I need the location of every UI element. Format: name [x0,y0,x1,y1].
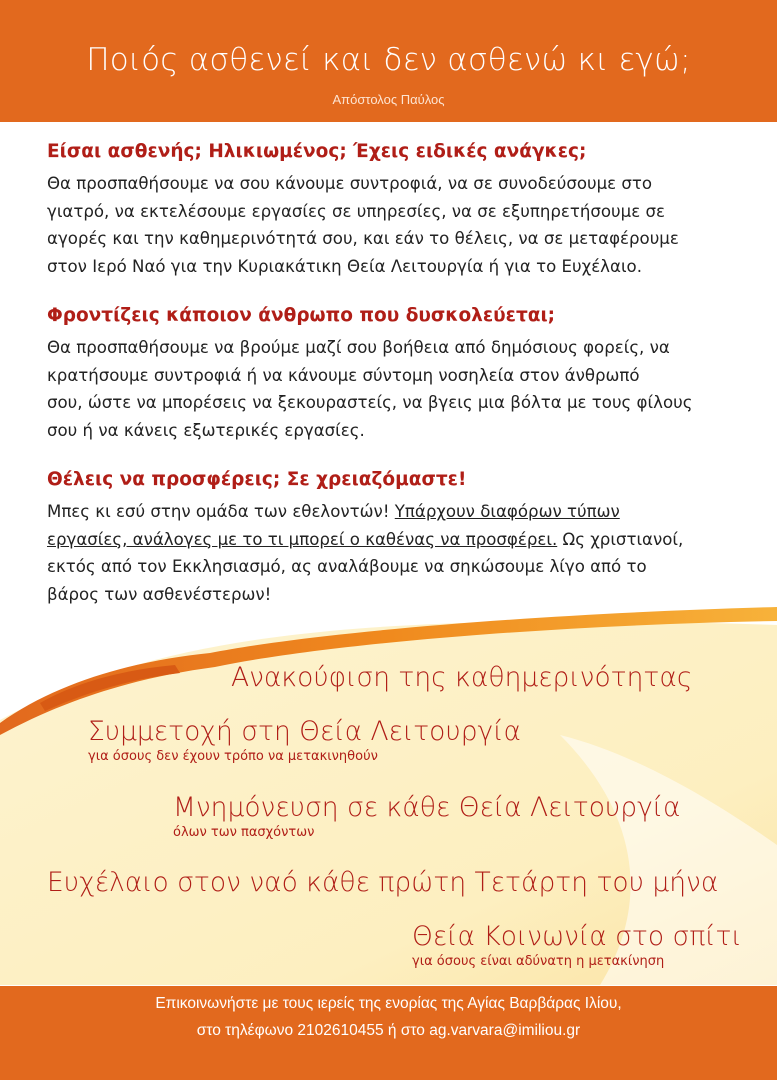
section-caregiver [47,302,737,444]
section-text: Θα προσπαθήσουμε να σου κάνουμε συντροφιά, να σε συνοδεύσουμε στο γιατρό, να εκτελέσουμε εργασίες σε υπηρεσίες, να σε εξυπηρετήσουμε σε αγορές και την καθημερινότητά σου, και εάν το θέλεις, να σε μεταφέρουμε στον Ιερό Ναό για την Κυριακάτικη Θεία Λειτουργία ή για το Ευχέλαιο. [47,174,679,276]
decorative-swoosh [0,585,777,985]
contact-line-1: Επικοινωνήστε με τους ιερείς της ενορίας της Αγίας Βαρβάρας Ιλίου, [155,995,622,1012]
section-text: Θα προσπαθήσουμε να βρούμε μαζί σου βοήθεια από δημόσιους φορείς, να κρατήσουμε συντροφιά ή να κάνουμε σύντομη νοσηλεία στον άνθρωπό σου, ώστε να μπορέσεις να ξεκουραστείς, να βγεις μια βόλτα με τους φίλους σου ή να κάνεις εξωτερικές εργασίες. [47,338,693,440]
service-title: Θεία Κοινωνία στο σπίτι [412,921,742,952]
service-title: Μνημόνευση σε κάθε Θεία Λειτουργία [173,792,681,823]
service-title: Συμμετοχή στη Θεία Λειτουργία [88,716,521,747]
section-heading: Είσαι ασθενής; Ηλικιωμένος; Έχεις ειδικές ανάγκες; [47,141,587,162]
page-title: Ποιός ασθενεί και δεν ασθενώ κι εγώ; [86,42,691,78]
section-patient [47,138,737,280]
quote-author: Απόστολος Παύλος [332,92,445,107]
service-subtitle: όλων των πασχόντων [173,825,315,840]
contact-footer [0,986,777,1080]
service-title: Ευχέλαιο στον ναό κάθε πρώτη Τετάρτη του μήνα [47,867,719,898]
service-title: Ανακούφιση της καθημερινότητας [231,662,693,693]
header-banner [0,0,777,122]
section-heading: Φροντίζεις κάποιον άνθρωπο που δυσκολεύεται; [47,305,556,326]
main-content [47,138,737,630]
service-subtitle: για όσους δεν έχουν τρόπο να μετακινηθούν [88,749,378,764]
section-text: Μπες κι εσύ στην ομάδα των εθελοντών! Υπάρχουν διαφόρων τύπων εργασίες, ανάλογες με το τι μπορεί ο καθένας να προσφέρει. Ως χριστιανοί, εκτός από τον Εκκλησιασμό, ας αναλάβουμε να σηκώσουμε λίγο από το βάρος των ασθενέστερων! [47,502,684,604]
contact-line-2: στο τηλέφωνο 2102610455 ή στο ag.varvara@imiliou.gr [196,1022,581,1039]
service-subtitle: για όσους είναι αδύνατη η μετακίνηση [412,954,665,969]
section-heading: Θέλεις να προσφέρεις; Σε χρειαζόμαστε! [47,469,467,490]
